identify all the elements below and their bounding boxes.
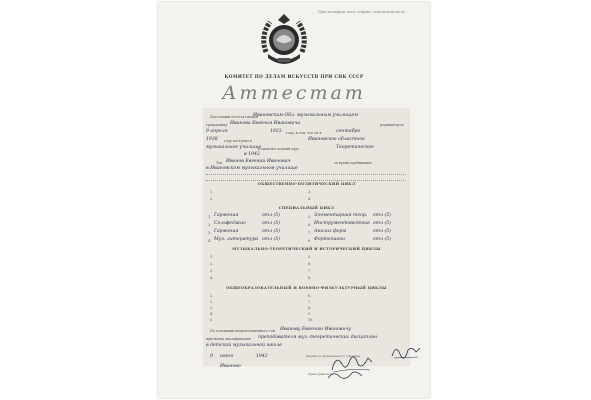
- finish-label: и окончил полный курс: [258, 147, 300, 151]
- row-number: 5.: [210, 318, 214, 322]
- row-number: 4.: [210, 312, 214, 316]
- section-theory: МУЗЫКАЛЬНО-ТЕОРЕТИЧЕСКИЙ И ИСТОРИЧЕСКИЙ ЦИКЛЫ: [232, 247, 381, 251]
- subject-grade: отл (5): [373, 237, 392, 242]
- city: Иваново: [220, 364, 241, 369]
- date-year: 1942: [256, 354, 268, 359]
- director-signature: [390, 342, 422, 360]
- motto-text: Пролетарии всех стран, соединяйтесь!: [318, 9, 406, 14]
- state-emblem: [256, 12, 312, 72]
- row-number: 2.: [210, 300, 214, 304]
- row-number: 1.: [210, 294, 214, 298]
- school-name-2: Ивановское областное: [308, 137, 365, 142]
- row-number: 1.: [210, 255, 214, 259]
- subject-number: 1.: [208, 215, 212, 219]
- row-number: 2.: [210, 197, 214, 201]
- row-number: 4.: [308, 197, 312, 201]
- school-name-3: музыкальное училище: [206, 145, 262, 150]
- student-name-genitive: Иванова Евгения Ивановича: [230, 121, 301, 126]
- subject-grade: отл (5): [262, 237, 281, 242]
- subject-grade: отл (5): [262, 221, 281, 226]
- row-number: 2.: [210, 262, 214, 266]
- teacher-label: Преподаватели: [308, 372, 333, 376]
- subject-name: Фортепиано: [314, 237, 346, 242]
- born-year: 1923: [270, 129, 282, 134]
- row-number: 8.: [308, 306, 312, 310]
- row-number: 3.: [210, 306, 214, 310]
- entry-year: 1938: [206, 137, 218, 142]
- subject-name: Сольфеджио: [214, 221, 246, 226]
- intro-printed-1: Настоящий аттестат выдан: [210, 115, 258, 119]
- subject-number: 3.: [208, 231, 212, 235]
- specialty: Теоретическое: [336, 145, 374, 150]
- row-number: 1.: [210, 190, 214, 194]
- row-number: 6.: [308, 262, 312, 266]
- row-number: 3.: [210, 269, 214, 273]
- intro-printed-2: гражданину: [206, 123, 228, 127]
- subject-number: 7.: [308, 231, 312, 235]
- school-name: Ивановским Обл. музыкальным училищем: [253, 113, 358, 118]
- document-title: Аттестат: [222, 82, 366, 104]
- subject-number: 6.: [308, 223, 312, 227]
- entry-month: сентябре: [336, 129, 361, 134]
- row-number: 9.: [308, 312, 312, 316]
- year-label: года, в том, что он в: [286, 131, 322, 135]
- subject-name: Гармония: [214, 213, 239, 218]
- director-label: Директор музыкального училища: [306, 354, 361, 358]
- student-name: Иванов Евгений Иванович: [226, 159, 291, 164]
- subject-name: Инструментоведение: [314, 221, 370, 226]
- row-number: 10.: [308, 318, 314, 322]
- row-number: 3.: [308, 190, 312, 194]
- born-label: родившемуся: [380, 123, 404, 127]
- final-name: Иванову Евгению Ивановичу: [280, 327, 351, 332]
- year-end: в 1942: [244, 152, 260, 157]
- row-number: 8.: [308, 276, 312, 280]
- subject-name: Элементарная теор.: [314, 213, 368, 218]
- dotted-line: [206, 170, 406, 175]
- teacher-signature-2: [326, 368, 366, 382]
- subject-number: 2.: [208, 223, 212, 227]
- row-number: 5.: [308, 255, 312, 259]
- section-special: СПЕЦИАЛЬНЫЙ ЦИКЛ: [278, 206, 335, 210]
- subject-number: 8.: [308, 239, 312, 243]
- qualification-place: в детской музыкальной школе: [206, 343, 282, 348]
- row-number: 4.: [210, 276, 214, 280]
- subject-name: Муз. литература: [214, 237, 259, 242]
- final-label-2: присвоена квалификация: [206, 337, 251, 341]
- subject-name: Гармония: [214, 229, 239, 234]
- dotted-line: [206, 176, 406, 181]
- student-rest: за время пребывания: [334, 161, 372, 165]
- subject-grade: отл (5): [373, 229, 392, 234]
- subject-grade: отл (5): [262, 229, 281, 234]
- final-label: На основании вышеизложенного тов.: [210, 329, 276, 333]
- subject-grade: отл (5): [373, 213, 392, 218]
- subject-grade: отл (5): [373, 221, 392, 226]
- row-number: 7.: [308, 269, 312, 273]
- committee-heading: КОМИТЕТ ПО ДЕЛАМ ИСКУССТВ ПРИ СНК СССР: [224, 74, 364, 79]
- date-day: 9: [210, 354, 213, 359]
- row-number: 6.: [308, 294, 312, 298]
- date-month: июня: [220, 354, 234, 359]
- subject-grade: отл (5): [262, 213, 281, 218]
- section-general: ОБЩЕОБРАЗОВАТЕЛЬНЫЙ И ВОЕННО-ФИЗКУЛЬТУРНЫЙ ЦИКЛЫ: [226, 286, 387, 290]
- section-social-political: ОБЩЕСТВЕННО-ПОЛИТИЧЕСКИЙ ЦИКЛ: [257, 182, 356, 186]
- certificate-document: [158, 2, 430, 398]
- subject-number: 5.: [308, 215, 312, 219]
- qualification: преподавателя муз.-теоретических дисциплин: [258, 335, 378, 340]
- school-line: в Ивановском музыкальном училище: [206, 166, 298, 171]
- subject-name: Анализ форм: [314, 229, 347, 234]
- entry-text: году поступил в: [224, 139, 252, 143]
- student-prefix: Тов.: [216, 161, 224, 165]
- subject-number: 4.: [208, 239, 212, 243]
- born-date: 9 апреля: [206, 129, 228, 134]
- row-number: 7.: [308, 300, 312, 304]
